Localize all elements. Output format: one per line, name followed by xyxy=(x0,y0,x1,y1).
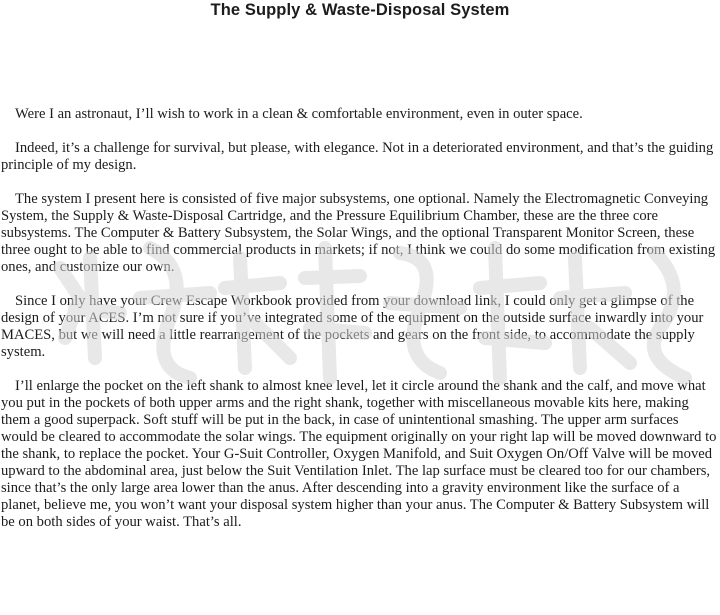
paragraph-1: Were I an astronaut, I’ll wish to work in a clean & comfortable environment, even in outer space. xyxy=(15,106,583,122)
paragraph-5: I’ll enlarge the pocket on the left shank to almost knee level, let it circle around the shank and the calf, and move what you put in the pockets of both upper arms and the right shank, together with miscellaneous movable kits here, making them a good superpack. Soft stuff will be put in the back, in case of unintentional smashing. The upper arm surfaces would be cleared to accommodate the solar wings. The equipment originally on your right lap will be moved downward to the shank, to replace the pocket. Your G-Suit Controller, Oxygen Manifold, and Suit Oxygen On/Off Valve will be moved upward to the abdominal area, just below the Suit Ventilation Inlet. The lap surface must be cleared too for our chambers, since that’s the only large area lower than the anus. After descending into a gravity environment like the surface of a planet, believe me, you won’t want your disposal system higher than your anus. The Computer & Battery Subsystem will be on both sides of your waist. That’s all. xyxy=(1,378,717,530)
document-body xyxy=(1,106,717,548)
paragraph-4: Since I only have your Crew Escape Workbook provided from your download link, I could only get a glimpse of the design of your ACES. I’m not sure if you’ve integrated some of the equipment on the outside surface inwardly into your MACES, but we will need a little rearrangement of the pockets and gears on the front side, to accommodate the supply system. xyxy=(1,293,704,360)
paragraph-3: The system I present here is consisted of five major subsystems, one optional. Namely the Electromagnetic Conveying System, the Supply & Waste-Disposal Cartridge, and the Pressure Equilibrium Chamber, these are the three core subsystems. The Computer & Battery Subsystem, the Solar Wings, and the optional Transparent Monitor Screen, these three ought to be able to find commercial products in markets; if not, I think we could do some modification from existing ones, and customize our own. xyxy=(1,191,716,275)
paragraph-2: Indeed, it’s a challenge for survival, but please, with elegance. Not in a deteriorated environment, and that’s the guiding principle of my design. xyxy=(1,140,714,173)
page-title: The Supply & Waste-Disposal System xyxy=(210,1,510,19)
